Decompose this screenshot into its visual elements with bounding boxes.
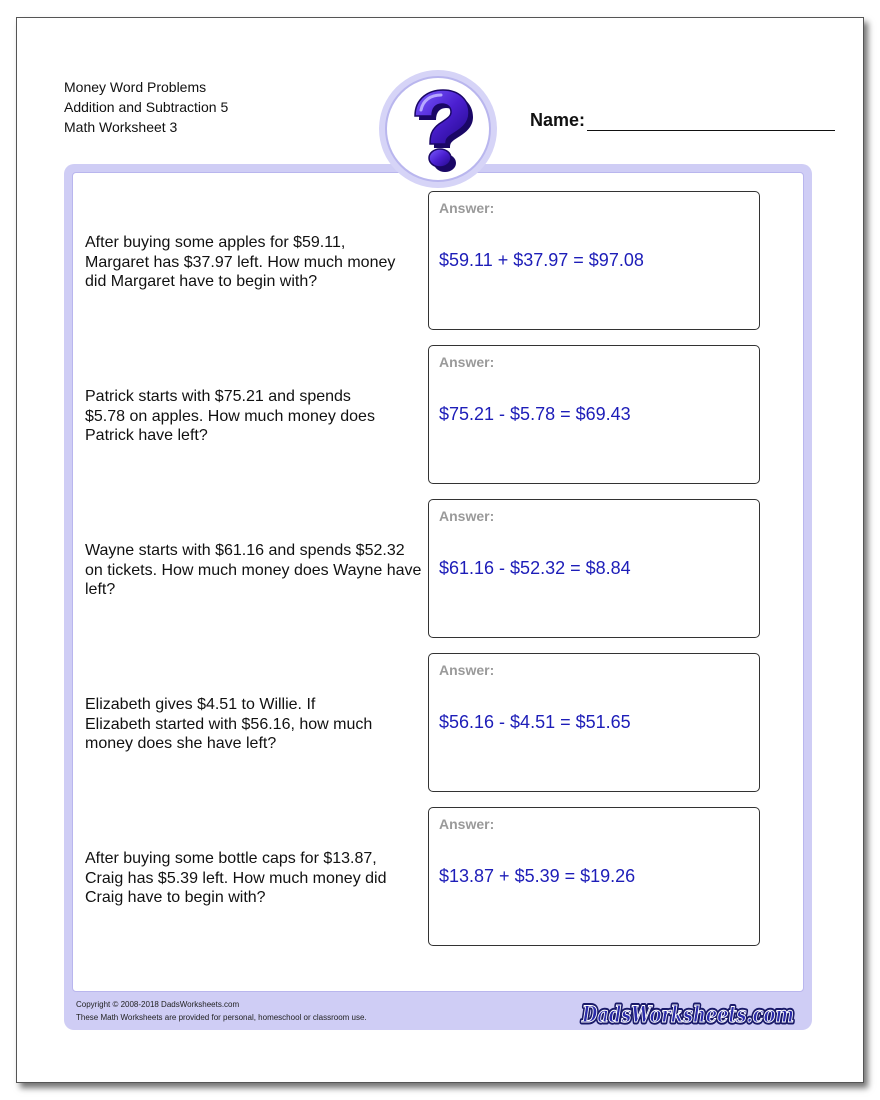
answer-solution: $13.87 + $5.39 = $19.26 xyxy=(439,866,636,886)
problem-text-line: on tickets. How much money does Wayne have xyxy=(85,561,422,579)
problem-text-line: Elizabeth gives $4.51 to Willie. If xyxy=(85,696,316,713)
brand-logo-text: DadsWorksheets.com xyxy=(581,1002,794,1028)
problem-question xyxy=(85,541,425,600)
worksheet-title: Money Word Problems xyxy=(64,79,207,95)
problem-text-line: $5.78 on apples. How much money does xyxy=(85,407,375,425)
problem-question xyxy=(85,849,425,908)
answer-box[interactable] xyxy=(428,807,760,946)
answer-label: Answer: xyxy=(439,354,495,370)
answer-box[interactable] xyxy=(428,653,760,792)
problem-text-line: did Margaret have to begin with? xyxy=(85,273,318,290)
answer-box[interactable] xyxy=(428,499,760,638)
problem-question xyxy=(85,695,425,754)
problem-question xyxy=(85,233,425,292)
problem-text-line: Elizabeth started with $56.16, how much xyxy=(85,715,373,733)
problem-text-line: After buying some apples for $59.11, xyxy=(85,234,346,251)
name-underline[interactable] xyxy=(587,113,835,131)
problem-text-line: Wayne starts with $61.16 and spends $52.32 xyxy=(85,542,405,559)
copyright-text: Copyright © 2008-2018 DadsWorksheets.com xyxy=(76,1000,240,1009)
name-field[interactable] xyxy=(530,110,835,131)
answer-label: Answer: xyxy=(439,816,495,832)
worksheet-header xyxy=(64,77,228,137)
name-label: Name: xyxy=(530,110,586,130)
problem-question xyxy=(85,387,425,446)
worksheet-number: Math Worksheet 3 xyxy=(64,119,178,135)
problem-text-line: Craig have to begin with? xyxy=(85,889,266,906)
brand-logo xyxy=(578,992,800,1035)
answer-solution: $56.16 - $4.51 = $51.65 xyxy=(439,712,631,732)
problem-text-line: After buying some bottle caps for $13.87, xyxy=(85,850,377,867)
problem-text-line: Craig has $5.39 left. How much money did xyxy=(85,869,387,887)
footer xyxy=(76,999,367,1024)
logo-badge xyxy=(379,70,497,188)
problem-text-line: money does she have left? xyxy=(85,735,277,752)
answer-solution: $61.16 - $52.32 = $8.84 xyxy=(439,558,631,578)
problem-text-line: Patrick starts with $75.21 and spends xyxy=(85,388,351,405)
answer-solution: $75.21 - $5.78 = $69.43 xyxy=(439,404,631,424)
answer-label: Answer: xyxy=(439,662,495,678)
answer-label: Answer: xyxy=(439,200,495,216)
usage-notice: These Math Worksheets are provided for personal, homeschool or classroom use. xyxy=(76,1012,367,1022)
question-mark-icon xyxy=(401,86,475,172)
worksheet-subtitle: Addition and Subtraction 5 xyxy=(64,99,229,115)
answer-box[interactable] xyxy=(428,345,760,484)
problem-text-line: left? xyxy=(85,581,116,598)
answer-solution: $59.11 + $37.97 = $97.08 xyxy=(439,250,644,270)
answer-label: Answer: xyxy=(439,508,495,524)
problem-text-line: Margaret has $37.97 left. How much money xyxy=(85,253,396,271)
problem-text-line: Patrick have left? xyxy=(85,427,208,444)
brand-logo-shadow: DadsWorksheets.com xyxy=(581,1002,794,1028)
answer-box[interactable] xyxy=(428,191,760,330)
